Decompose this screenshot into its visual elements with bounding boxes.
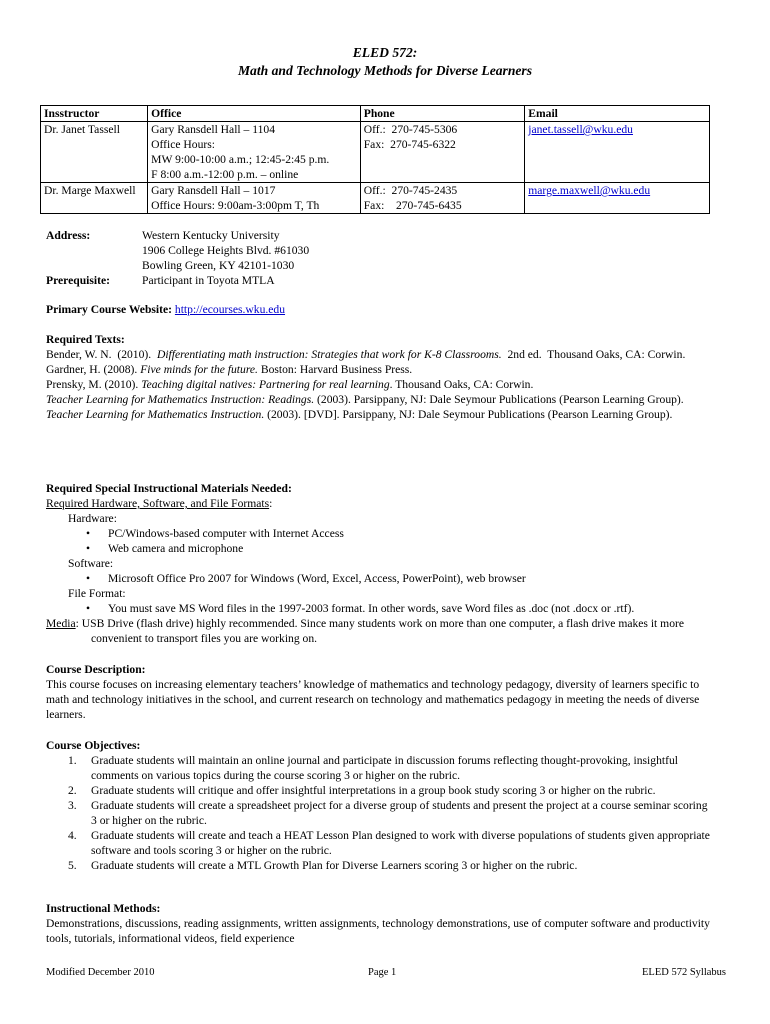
- office-line: F 8:00 a.m.-12:00 p.m. – online: [151, 168, 299, 181]
- ref-details: . Thousand Oaks, CA: Corwin.: [389, 378, 534, 391]
- office-info: [148, 183, 361, 214]
- office-line: Office Hours: 9:00am-3:00pm T, Th: [151, 199, 320, 212]
- table-row: [41, 183, 710, 214]
- required-texts-section: [46, 332, 710, 422]
- ref-author: Prensky, M. (2010).: [46, 378, 142, 391]
- footer-page-number: Page 1: [368, 967, 397, 978]
- list-item: [46, 753, 710, 783]
- list-item-text: Graduate students will critique and offer insightful interpretations in a group book study scoring 3 or higher on the rubric.: [91, 784, 656, 797]
- section-heading: Course Objectives:: [46, 739, 141, 752]
- list-item-text: Microsoft Office Pro 2007 for Windows (Word, Excel, Access, PowerPoint), web browser: [108, 572, 526, 585]
- list-item-text: You must save MS Word files in the 1997-2003 format. In other words, save Word files as .doc (not .docx or .rtf).: [108, 602, 635, 615]
- ref-author: Bender, W. N. (2010).: [46, 348, 157, 361]
- website-line: [46, 302, 710, 317]
- course-code: ELED 572:: [352, 45, 418, 60]
- list-number: 3.: [68, 799, 77, 812]
- ref-title: Teaching digital natives: Partnering for real learning: [141, 378, 390, 391]
- contact-table-header: [41, 106, 710, 122]
- phone-line: Fax: 270-745-6435: [363, 199, 462, 212]
- hardware-list: [46, 526, 710, 556]
- list-item: [46, 571, 710, 586]
- subheading-text: Required Hardware, Software, and File Formats: [46, 497, 270, 510]
- course-name: Math and Technology Methods for Diverse Learners: [237, 63, 533, 78]
- reference-item: [46, 362, 710, 377]
- list-item: [46, 541, 710, 556]
- ref-details: Boston: Harvard Business Press.: [257, 363, 413, 376]
- reference-item: [46, 407, 710, 422]
- ref-author: Gardner, H. (2008).: [46, 363, 141, 376]
- materials-subheading: [46, 496, 710, 511]
- phone-line: Fax: 270-745-6322: [363, 138, 456, 151]
- list-item-text: Graduate students will create and teach a HEAT Lesson Plan designed to work with diverse populations of students given appropriate software and tools scoring 3 or higher on the rubric.: [91, 829, 710, 857]
- email-link[interactable]: janet.tassell@wku.edu: [528, 123, 633, 136]
- media-note: [46, 616, 710, 646]
- ref-details: 2nd ed. Thousand Oaks, CA: Corwin.: [501, 348, 686, 361]
- section-heading: Course Description:: [46, 663, 146, 676]
- ref-title: Teacher Learning for Mathematics Instruction: Readings.: [46, 393, 315, 406]
- bullet-icon: •: [86, 572, 91, 585]
- software-list: [46, 571, 710, 586]
- ref-title: Teacher Learning for Mathematics Instruction.: [46, 408, 265, 421]
- media-text: : USB Drive (flash drive) highly recommended. Since many students work on more than one computer, a flash drive makes it more convenient to transport files you are working on.: [75, 617, 685, 645]
- address-line: Bowling Green, KY 42101-1030: [142, 259, 295, 272]
- header-office: Office: [148, 106, 361, 122]
- instructor-name: Dr. Marge Maxwell: [41, 183, 148, 214]
- reference-item: [46, 392, 710, 407]
- website-label: Primary Course Website:: [46, 303, 175, 316]
- subheading-colon: :: [269, 497, 273, 510]
- list-item-text: Graduate students will create a MTL Growth Plan for Diverse Learners scoring 3 or higher on the rubric.: [91, 859, 578, 872]
- office-info: [148, 122, 361, 183]
- ref-title: Five minds for the future.: [140, 363, 258, 376]
- file-format-label: File Format:: [68, 587, 126, 600]
- methods-text: Demonstrations, discussions, reading assignments, written assignments, technology demonstrations, use of computer software and productivity tools, tutorials, informational videos, field experience: [46, 917, 710, 945]
- instructor-name: Dr. Janet Tassell: [41, 122, 148, 183]
- bullet-icon: •: [86, 602, 91, 615]
- ref-details: (2003). Parsippany, NJ: Dale Seymour Publications (Pearson Learning Group).: [314, 393, 684, 406]
- ref-title: Differentiating math instruction: Strategies that work for K-8 Classrooms.: [156, 348, 502, 361]
- email-cell: [525, 122, 710, 183]
- reference-item: [46, 377, 710, 392]
- website-link[interactable]: http://ecourses.wku.edu: [174, 303, 286, 316]
- header-phone: Phone: [360, 106, 525, 122]
- list-item: [46, 601, 710, 616]
- email-cell: [525, 183, 710, 214]
- header-instructor: Insstructor: [41, 106, 148, 122]
- phone-info: [360, 122, 525, 183]
- media-label: Media: [46, 617, 76, 630]
- list-item: [46, 828, 710, 858]
- header-email: Email: [525, 106, 710, 122]
- prerequisite-value: Participant in Toyota MTLA: [142, 274, 275, 287]
- section-heading: Required Special Instructional Materials Needed:: [46, 482, 292, 495]
- objectives-list: [46, 753, 710, 873]
- list-item: [46, 783, 710, 798]
- software-label: Software:: [68, 557, 114, 570]
- ref-details: (2003). [DVD]. Parsippany, NJ: Dale Seymour Publications (Pearson Learning Group).: [264, 408, 673, 421]
- office-line: Gary Ransdell Hall – 1104: [151, 123, 275, 136]
- list-number: 5.: [68, 859, 77, 872]
- contact-table: [40, 105, 710, 214]
- list-item: [46, 798, 710, 828]
- footer-modified: Modified December 2010: [46, 967, 155, 978]
- list-item-text: Graduate students will maintain an online journal and participate in discussion forums reflecting thought-provoking, insightful comments on various topics during the course scoring 3 or higher on the rubric.: [91, 754, 678, 782]
- instructional-methods-section: [46, 901, 710, 946]
- email-link[interactable]: marge.maxwell@wku.edu: [528, 184, 651, 197]
- bullet-icon: •: [86, 542, 91, 555]
- description-text: This course focuses on increasing elementary teachers’ knowledge of mathematics and technology pedagogy, diversity of learners specific to math and technology initiatives in the school, and current research on technology and mathematics pedagogy in meeting the needs of diverse learners.: [46, 678, 700, 721]
- office-line: MW 9:00-10:00 a.m.; 12:45-2:45 p.m.: [151, 153, 330, 166]
- office-line: Office Hours:: [151, 138, 215, 151]
- list-item-text: PC/Windows-based computer with Internet Access: [108, 527, 344, 540]
- address-line: 1906 College Heights Blvd. #61030: [142, 244, 310, 257]
- reference-item: [46, 347, 710, 362]
- hardware-label: Hardware:: [68, 512, 117, 525]
- list-item: [46, 858, 710, 873]
- phone-line: Off.: 270-745-2435: [363, 184, 458, 197]
- file-format-list: [46, 601, 710, 616]
- phone-line: Off.: 270-745-5306: [363, 123, 458, 136]
- document-title: [0, 44, 770, 80]
- address-label: Address:: [46, 229, 91, 242]
- course-objectives-section: [46, 738, 710, 873]
- list-number: 1.: [68, 754, 77, 767]
- list-item: [46, 526, 710, 541]
- list-number: 2.: [68, 784, 77, 797]
- course-description-section: [46, 662, 710, 722]
- materials-section: [46, 481, 710, 646]
- prerequisite-label: Prerequisite:: [46, 274, 110, 287]
- table-row: [41, 122, 710, 183]
- section-heading: Instructional Methods:: [46, 902, 161, 915]
- address-line: Western Kentucky University: [142, 229, 280, 242]
- bullet-icon: •: [86, 527, 91, 540]
- footer-course: ELED 572 Syllabus: [642, 967, 726, 978]
- list-number: 4.: [68, 829, 77, 842]
- list-item-text: Graduate students will create a spreadsheet project for a diverse group of students and present the project at a course seminar scoring 3 or higher on the rubric.: [91, 799, 708, 827]
- office-line: Gary Ransdell Hall – 1017: [151, 184, 276, 197]
- phone-info: [360, 183, 525, 214]
- section-heading: Required Texts:: [46, 333, 125, 346]
- list-item-text: Web camera and microphone: [108, 542, 244, 555]
